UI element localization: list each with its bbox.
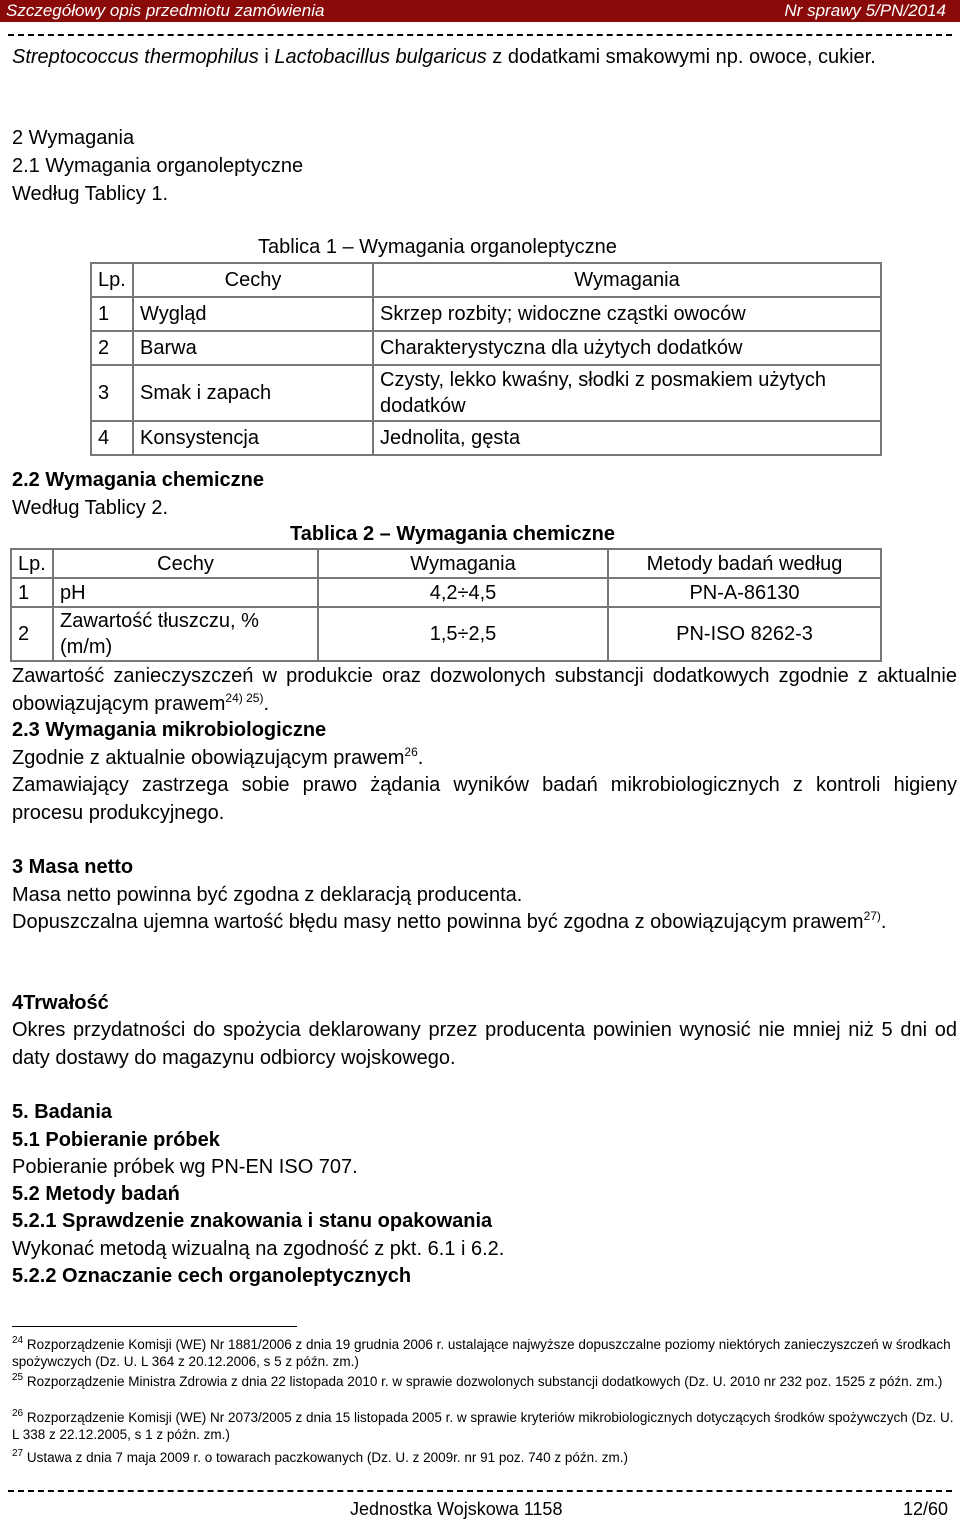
- net-mass-text: Dopuszczalna ujemna wartość błędu masy netto powinna być zgodna z obowiązującym prawem: [12, 911, 864, 933]
- header-case-number: Nr sprawy 5/PN/2014: [784, 1, 946, 20]
- header-divider: [8, 34, 952, 36]
- table-row: [91, 365, 881, 421]
- footnote-number: 25: [12, 1372, 24, 1383]
- section-5-2-heading: 5.2 Metody badań: [12, 1183, 180, 1205]
- th-lp: Lp.: [91, 263, 133, 297]
- th-metody: Metody badań według: [608, 549, 881, 578]
- micro-law-end: .: [417, 747, 424, 769]
- footnote-26: [12, 1409, 957, 1443]
- section-3-line1: Masa netto powinna być zgodna z deklaracją producenta.: [12, 884, 523, 906]
- section-2-1-ref: Według Tablicy 1.: [12, 183, 169, 205]
- intro-rest: z dodatkami smakowymi np. owoce, cukier.: [486, 46, 876, 68]
- header-title: Szczegółowy opis przedmiotu zamówienia: [6, 1, 325, 20]
- section-2-1-heading: 2.1 Wymagania organoleptyczne: [12, 155, 304, 177]
- cell-wymaganie: Czysty, lekko kwaśny, słodki z posmakiem użytych dodatków: [373, 365, 881, 421]
- th-cechy: Cechy: [133, 263, 373, 297]
- th-wymagania: Wymagania: [318, 549, 608, 578]
- footnote-number: 27: [12, 1448, 24, 1459]
- section-5-1-text: Pobieranie próbek wg PN-EN ISO 707.: [12, 1156, 358, 1178]
- footnote-text: Rozporządzenie Komisji (WE) Nr 1881/2006 z dnia 19 grudnia 2006 r. ustalające najwyższe dopuszczalne poziomy niektórych zanieczyszczeń w środkach spożywczych (Dz. U. L 364 z 20.12.2006, s 5 z późn. zm.): [12, 1337, 951, 1369]
- table-chemical: [10, 548, 882, 662]
- contaminants-text: Zawartość zanieczyszczeń w produkcie oraz dozwolonych substancji dodatkowych zgodnie z aktualnie obowiązującym prawem: [12, 665, 957, 715]
- section-4-text: Okres przydatności do spożycia deklarowany przez producenta powinien wynosić nie mniej niż 5 dni od daty dostawy do magazynu odbiorcy wojskowego.: [12, 1019, 957, 1069]
- table2-caption: Tablica 2 – Wymagania chemiczne: [290, 523, 615, 545]
- table-row: [91, 297, 881, 331]
- cell-wymaganie: Skrzep rozbity; widoczne cząstki owoców: [373, 297, 881, 331]
- table-row: [91, 421, 881, 455]
- section-5-2-1-text: Wykonać metodą wizualną na zgodność z pkt. 6.1 i 6.2.: [12, 1238, 505, 1260]
- section-5-2-1-heading: 5.2.1 Sprawdzenie znakowania i stanu opakowania: [12, 1210, 493, 1232]
- page-header: [0, 0, 960, 22]
- section-5-heading: 5. Badania: [12, 1101, 113, 1123]
- cell-cecha: Smak i zapach: [133, 365, 373, 421]
- footnote-separator: [12, 1326, 297, 1327]
- intro-organism-2: Lactobacillus bulgaricus: [274, 46, 487, 68]
- table-row: [11, 578, 881, 607]
- cell-wymaganie: Jednolita, gęsta: [373, 421, 881, 455]
- cell-metoda: PN-ISO 8262-3: [608, 607, 881, 661]
- table-organoleptic: [90, 262, 882, 456]
- footnote-ref: 26: [404, 745, 418, 759]
- intro-and: i: [258, 46, 275, 68]
- section-5-2-2-heading: 5.2.2 Oznaczanie cech organoleptycznych: [12, 1265, 412, 1287]
- th-wymagania: Wymagania: [373, 263, 881, 297]
- footer-divider: [8, 1490, 952, 1492]
- footnote-number: 26: [12, 1408, 24, 1419]
- section-2-2-heading: 2.2 Wymagania chemiczne: [12, 469, 264, 491]
- section-2-3-reserve: Zamawiający zastrzega sobie prawo żądania wyników badań mikrobiologicznych z kontroli higieny procesu produkcyjnego.: [12, 774, 957, 824]
- contaminants-end: .: [263, 693, 270, 715]
- section-2-3-line: [12, 744, 957, 772]
- footnote-number: 24: [12, 1335, 24, 1346]
- cell-cecha: Konsystencja: [133, 421, 373, 455]
- footer-unit: Jednostka Wojskowa 1158: [350, 1499, 563, 1519]
- footnote-25: [12, 1373, 957, 1390]
- footnote-ref: 27): [863, 909, 881, 923]
- section-2-3-heading: 2.3 Wymagania mikrobiologiczne: [12, 719, 327, 741]
- cell-metoda: PN-A-86130: [608, 578, 881, 607]
- intro-paragraph: [12, 43, 957, 71]
- cell-lp: 4: [91, 421, 133, 455]
- table1-caption: Tablica 1 – Wymagania organoleptyczne: [258, 236, 617, 258]
- cell-wymaganie: 1,5÷2,5: [318, 607, 608, 661]
- cell-wymaganie: 4,2÷4,5: [318, 578, 608, 607]
- section-3-heading: 3 Masa netto: [12, 856, 134, 878]
- footnote-text: Ustawa z dnia 7 maja 2009 r. o towarach paczkowanych (Dz. U. z 2009r. nr 91 poz. 740 z późn. zm.): [26, 1450, 628, 1465]
- cell-cecha: pH: [53, 578, 318, 607]
- cell-cecha: Zawartość tłuszczu, %(m/m): [53, 607, 318, 661]
- table-row: [91, 331, 881, 365]
- cell-wymaganie: Charakterystyczna dla użytych dodatków: [373, 331, 881, 365]
- section-2-2-ref: Według Tablicy 2.: [12, 497, 169, 519]
- footnote-ref: 24) 25): [225, 691, 264, 705]
- cell-cecha: Wygląd: [133, 297, 373, 331]
- intro-organism-1: Streptococcus thermophilus: [12, 46, 259, 68]
- cell-lp: 2: [11, 607, 53, 661]
- table-row: [11, 607, 881, 661]
- table-header-row: [91, 263, 881, 297]
- section-4-heading: 4Trwałość: [12, 992, 109, 1014]
- cell-cecha: Barwa: [133, 331, 373, 365]
- cell-lp: 2: [91, 331, 133, 365]
- contaminants-paragraph: [12, 662, 957, 718]
- cell-lp: 1: [11, 578, 53, 607]
- cell-lp: 1: [91, 297, 133, 331]
- table-header-row: [11, 549, 881, 578]
- footnote-27: [12, 1449, 957, 1466]
- section-2-heading: 2 Wymagania: [12, 127, 135, 149]
- cell-lp: 3: [91, 365, 133, 421]
- net-mass-end: .: [880, 911, 887, 933]
- th-cechy: Cechy: [53, 549, 318, 578]
- section-5-1-heading: 5.1 Pobieranie próbek: [12, 1129, 220, 1151]
- footnote-text: Rozporządzenie Komisji (WE) Nr 2073/2005 z dnia 15 listopada 2005 r. w sprawie kryteriów mikrobiologicznych dotyczących środków spożywczych (Dz. U. L 338 z 22.12.2005, s 1 z późn. zm.): [12, 1410, 954, 1442]
- micro-law-text: Zgodnie z aktualnie obowiązującym prawem: [12, 747, 405, 769]
- section-3-line2: [12, 908, 957, 936]
- footnote-text: Rozporządzenie Ministra Zdrowia z dnia 22 listopada 2010 r. w sprawie dozwolonych substancji dodatkowych (Dz. U. 2010 nr 232 poz. 1525 z późn. zm.): [26, 1374, 943, 1389]
- footer-page-number: 12/60: [902, 1499, 948, 1519]
- footnote-24: [12, 1336, 957, 1370]
- th-lp: Lp.: [11, 549, 53, 578]
